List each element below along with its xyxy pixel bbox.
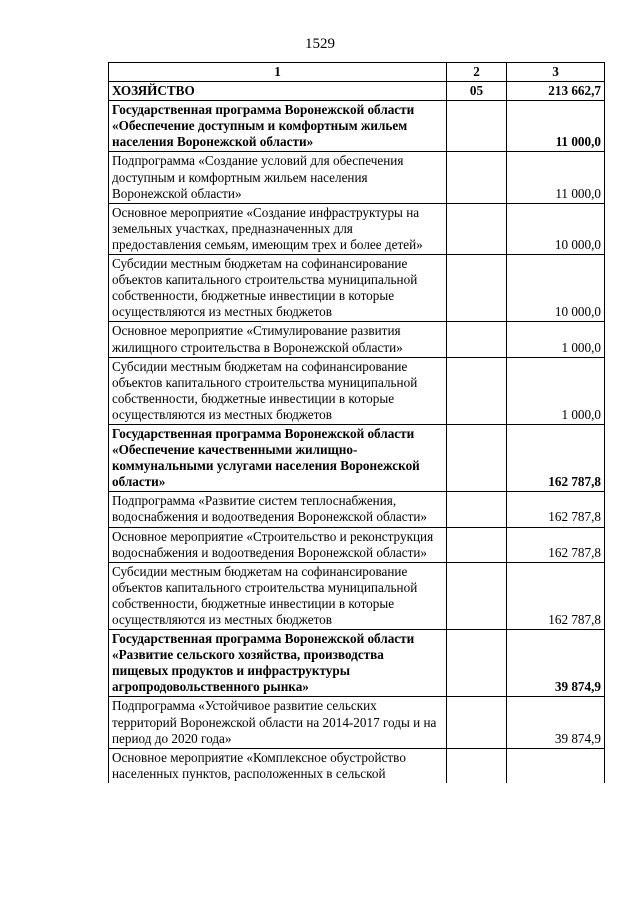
- row-name-cell: Субсидии местным бюджетам на софинансирование объектов капитального строительства муниципальной собственности, бюджетные инвестиции в которые осуществляются из местных бюджетов: [109, 255, 447, 322]
- column-header-3: 3: [507, 63, 605, 82]
- row-code-cell: [447, 357, 507, 424]
- table-row: [109, 562, 605, 629]
- row-code-cell: [447, 152, 507, 203]
- row-amount-cell: 1 000,0: [507, 322, 605, 357]
- table-body: [109, 82, 605, 783]
- table-row: [109, 748, 605, 783]
- row-name-cell: Субсидии местным бюджетам на софинансирование объектов капитального строительства муниципальной собственности, бюджетные инвестиции в которые осуществляются из местных бюджетов: [109, 357, 447, 424]
- row-code-cell: [447, 562, 507, 629]
- column-header-2: 2: [447, 63, 507, 82]
- row-name-cell: Субсидии местным бюджетам на софинансирование объектов капитального строительства муниципальной собственности, бюджетные инвестиции в которые осуществляются из местных бюджетов: [109, 562, 447, 629]
- row-amount-cell: [507, 748, 605, 783]
- table-row: [109, 152, 605, 203]
- row-amount-cell: 10 000,0: [507, 255, 605, 322]
- page-number: 1529: [305, 36, 335, 52]
- table-header-row: [109, 63, 605, 82]
- row-amount-cell: 39 874,9: [507, 630, 605, 697]
- table-row: [109, 630, 605, 697]
- table-row: [109, 82, 605, 101]
- row-name-cell: ХОЗЯЙСТВО: [109, 82, 447, 101]
- table-row: [109, 697, 605, 748]
- row-code-cell: [447, 322, 507, 357]
- row-name-cell: Подпрограмма «Развитие систем теплоснабжения, водоснабжения и водоотведения Воронежской области»: [109, 492, 447, 527]
- row-amount-cell: 11 000,0: [507, 101, 605, 152]
- table-row: [109, 357, 605, 424]
- column-header-1: 1: [109, 63, 447, 82]
- row-name-cell: Государственная программа Воронежской области «Развитие сельского хозяйства, производства пищевых продуктов и инфраструктуры агропродовольственного рынка»: [109, 630, 447, 697]
- row-amount-cell: 213 662,7: [507, 82, 605, 101]
- row-amount-cell: 10 000,0: [507, 203, 605, 254]
- row-amount-cell: 162 787,8: [507, 527, 605, 562]
- row-code-cell: [447, 527, 507, 562]
- table-row: [109, 101, 605, 152]
- row-code-cell: [447, 255, 507, 322]
- row-amount-cell: 162 787,8: [507, 562, 605, 629]
- row-name-cell: Государственная программа Воронежской области «Обеспечение качественными жилищно-коммунальными услугами населения Воронежской области»: [109, 424, 447, 491]
- table-row: [109, 424, 605, 491]
- row-code-cell: [447, 101, 507, 152]
- row-amount-cell: 1 000,0: [507, 357, 605, 424]
- budget-table: [108, 62, 605, 783]
- row-name-cell: Подпрограмма «Создание условий для обеспечения доступным и комфортным жильем населения Воронежской области»: [109, 152, 447, 203]
- row-amount-cell: 11 000,0: [507, 152, 605, 203]
- row-name-cell: Основное мероприятие «Создание инфраструктуры на земельных участках, предназначенных для предоставления семьям, имеющим трех и более детей»: [109, 203, 447, 254]
- row-code-cell: [447, 697, 507, 748]
- table-row: [109, 492, 605, 527]
- row-amount-cell: 162 787,8: [507, 424, 605, 491]
- row-code-cell: [447, 203, 507, 254]
- row-name-cell: Основное мероприятие «Строительство и реконструкция водоснабжения и водоотведения Воронежской области»: [109, 527, 447, 562]
- row-amount-cell: 162 787,8: [507, 492, 605, 527]
- row-amount-cell: 39 874,9: [507, 697, 605, 748]
- row-name-cell: Государственная программа Воронежской области «Обеспечение доступным и комфортным жильем населения Воронежской области»: [109, 101, 447, 152]
- row-code-cell: [447, 424, 507, 491]
- table-row: [109, 255, 605, 322]
- row-code-cell: 05: [447, 82, 507, 101]
- row-name-cell: Основное мероприятие «Комплексное обустройство населенных пунктов, расположенных в сельской: [109, 748, 447, 783]
- table-row: [109, 527, 605, 562]
- row-code-cell: [447, 492, 507, 527]
- table-row: [109, 322, 605, 357]
- row-name-cell: Подпрограмма «Устойчивое развитие сельских территорий Воронежской области на 2014-2017 годы и на период до 2020 года»: [109, 697, 447, 748]
- table-row: [109, 203, 605, 254]
- row-name-cell: Основное мероприятие «Стимулирование развития жилищного строительства в Воронежской области»: [109, 322, 447, 357]
- row-code-cell: [447, 748, 507, 783]
- row-code-cell: [447, 630, 507, 697]
